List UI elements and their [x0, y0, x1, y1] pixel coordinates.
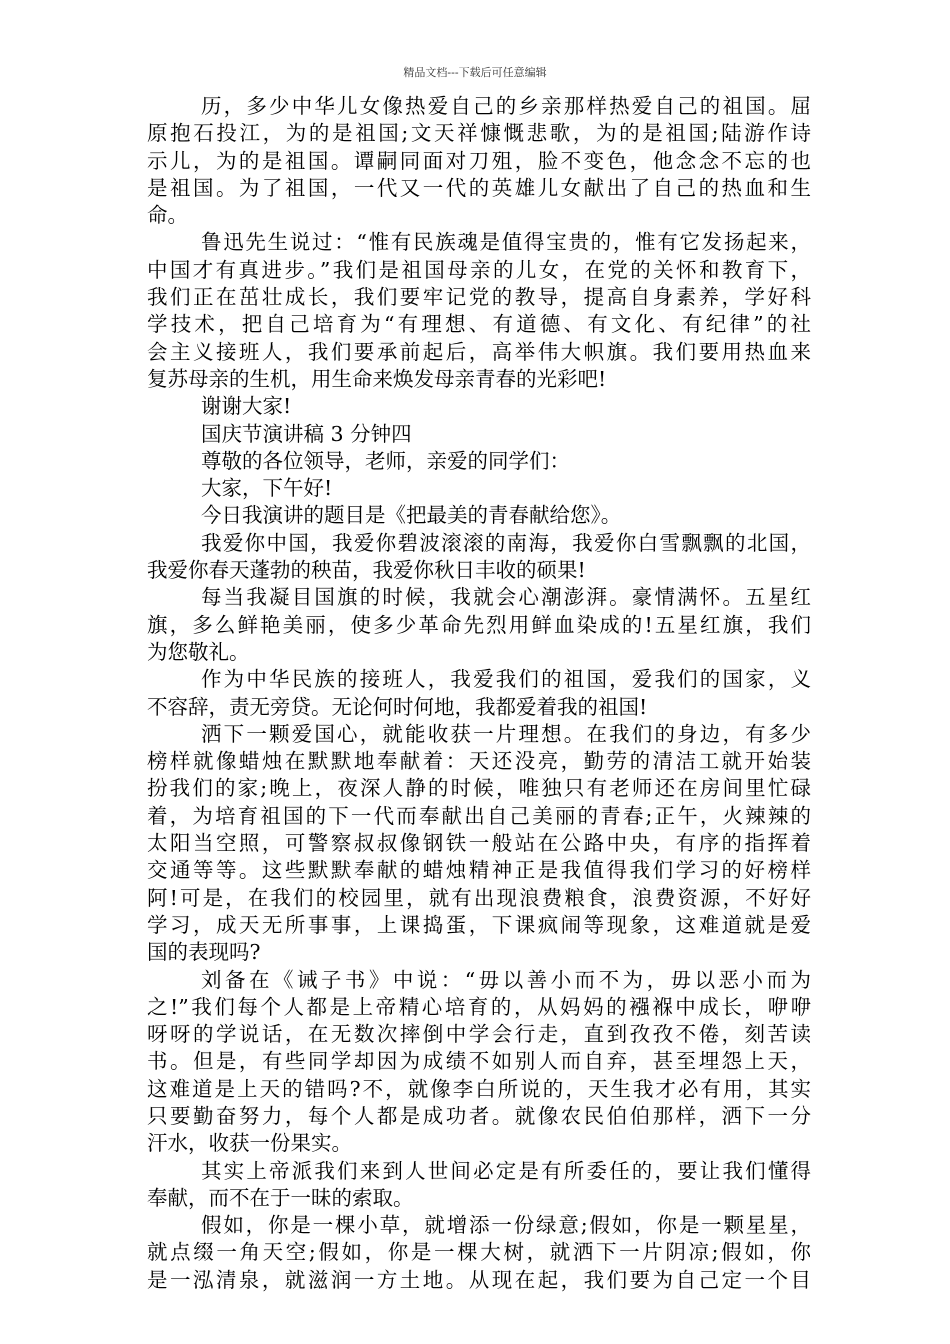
- text-line: 原抱石投江，为的是祖国;文天祥慷慨悲歌，为的是祖国;陆游作诗: [147, 121, 811, 146]
- text-line: 谢谢大家!: [201, 394, 292, 419]
- text-line: 只要勤奋努力，每个人都是成功者。就像农民伯伯那样，洒下一分: [147, 1103, 811, 1128]
- text-line: 示儿，为的是祖国。谭嗣同面对刀殂，脸不变色，他念念不忘的也: [147, 148, 811, 173]
- text-line: 阿!可是，在我们的校园里，就有出现浪费粮食，浪费资源，不好好: [147, 885, 811, 910]
- text-line: 是一泓清泉，就滋润一方土地。从现在起，我们要为自己定一个目: [147, 1267, 811, 1292]
- text-line: 我爱你春天蓬勃的秧苗，我爱你秋日丰收的硕果!: [147, 558, 586, 583]
- text-line: 今日我演讲的题目是《把最美的青春献给您》。: [201, 503, 622, 528]
- text-line: 我爱你中国，我爱你碧波滚滚的南海，我爱你白雪飘飘的北国，: [201, 530, 811, 555]
- text-line: 鲁迅先生说过：“惟有民族魂是值得宝贵的，惟有它发扬起来，: [201, 230, 811, 255]
- text-line: 命。: [147, 203, 188, 228]
- text-line: 这难道是上天的错吗?不，就像李白所说的，天生我才必有用，其实: [147, 1076, 811, 1101]
- text-line: 刘备在《诫子书》中说：“毋以善小而不为，毋以恶小而为: [201, 967, 811, 992]
- text-line: 太阳当空照，可警察叔叔像钢铁一般站在公路中央，有序的指挥着: [147, 831, 811, 856]
- text-line: 学习，成天无所事事，上课捣蛋，下课疯闹等现象，这难道就是爱: [147, 912, 811, 937]
- text-line: 扮我们的家;晚上，夜深人静的时候，唯独只有老师还在房间里忙碌: [147, 776, 811, 801]
- text-line: 之!”我们每个人都是上帝精心培育的，从妈妈的襁褓中成长，咿咿: [147, 994, 811, 1019]
- text-line: 是祖国。为了祖国，一代又一代的英雄儿女献出了自己的热血和生: [147, 175, 811, 200]
- text-line: 奉献，而不在于一昧的索取。: [147, 1185, 414, 1210]
- text-line: 作为中华民族的接班人，我爱我们的祖国，爱我们的国家，义: [201, 667, 811, 692]
- text-line: 历，多少中华儿女像热爱自己的乡亲那样热爱自己的祖国。屈: [201, 94, 811, 118]
- text-line: 着，为培育祖国的下一代而奉献出自己美丽的青春;正午，火辣辣的: [147, 803, 811, 828]
- text-line: 就点缀一角天空;假如，你是一棵大树，就洒下一片阴凉;假如，你: [147, 1240, 811, 1265]
- text-line: 尊敬的各位领导，老师，亲爱的同学们：: [201, 448, 570, 473]
- text-line: 汗水，收获一份果实。: [147, 1131, 352, 1156]
- text-line: 中国才有真进步。”我们是祖国母亲的儿女，在党的关怀和教育下，: [147, 257, 811, 282]
- text-line: 旗，多么鲜艳美丽，使多少革命先烈用鲜血染成的!五星红旗，我们: [147, 612, 811, 637]
- text-line: 不容辞，责无旁贷。无论何时何地，我都爱着我的祖国!: [147, 694, 648, 719]
- text-line: 交通等等。这些默默奉献的蜡烛精神正是我值得我们学习的好榜样: [147, 858, 811, 883]
- text-line: 国庆节演讲稿 3 分钟四: [201, 421, 412, 446]
- text-line: 洒下一颗爱国心，就能收获一片理想。在我们的身边，有多少: [201, 721, 811, 746]
- document-body: [147, 93, 811, 1294]
- text-line: 国的表现吗?: [147, 940, 261, 965]
- text-line: 榜样就像蜡烛在默默地奉献着：天还没亮，勤劳的清洁工就开始装: [147, 749, 811, 774]
- text-line: 大家，下午好!: [201, 476, 333, 501]
- text-line: 其实上帝派我们来到人世间必定是有所委任的，要让我们懂得: [201, 1158, 811, 1183]
- text-line: 复苏母亲的生机，用生命来焕发母亲青春的光彩吧!: [147, 366, 607, 391]
- text-line: 书。但是，有些同学却因为成绩不如别人而自弃，甚至埋怨上天，: [147, 1049, 811, 1074]
- text-line: 我们正在茁壮成长，我们要牢记党的教导，提高自身素养，学好科: [147, 285, 811, 310]
- text-line: 会主义接班人，我们要承前起后，高举伟大帜旗。我们要用热血来: [147, 339, 811, 364]
- text-line: 为您敬礼。: [147, 639, 250, 664]
- text-line: 假如，你是一棵小草，就增添一份绿意;假如，你是一颗星星，: [201, 1213, 811, 1238]
- page-header: 精品文档---下载后可任意编辑: [403, 66, 547, 79]
- text-line: 呀呀的学说话，在无数次摔倒中学会行走，直到孜孜不倦，刻苦读: [147, 1022, 811, 1047]
- text-line: 学技术，把自己培育为“有理想、有道德、有文化、有纪律”的社: [147, 312, 811, 337]
- text-line: 每当我凝目国旗的时候，我就会心潮澎湃。豪情满怀。五星红: [201, 585, 811, 610]
